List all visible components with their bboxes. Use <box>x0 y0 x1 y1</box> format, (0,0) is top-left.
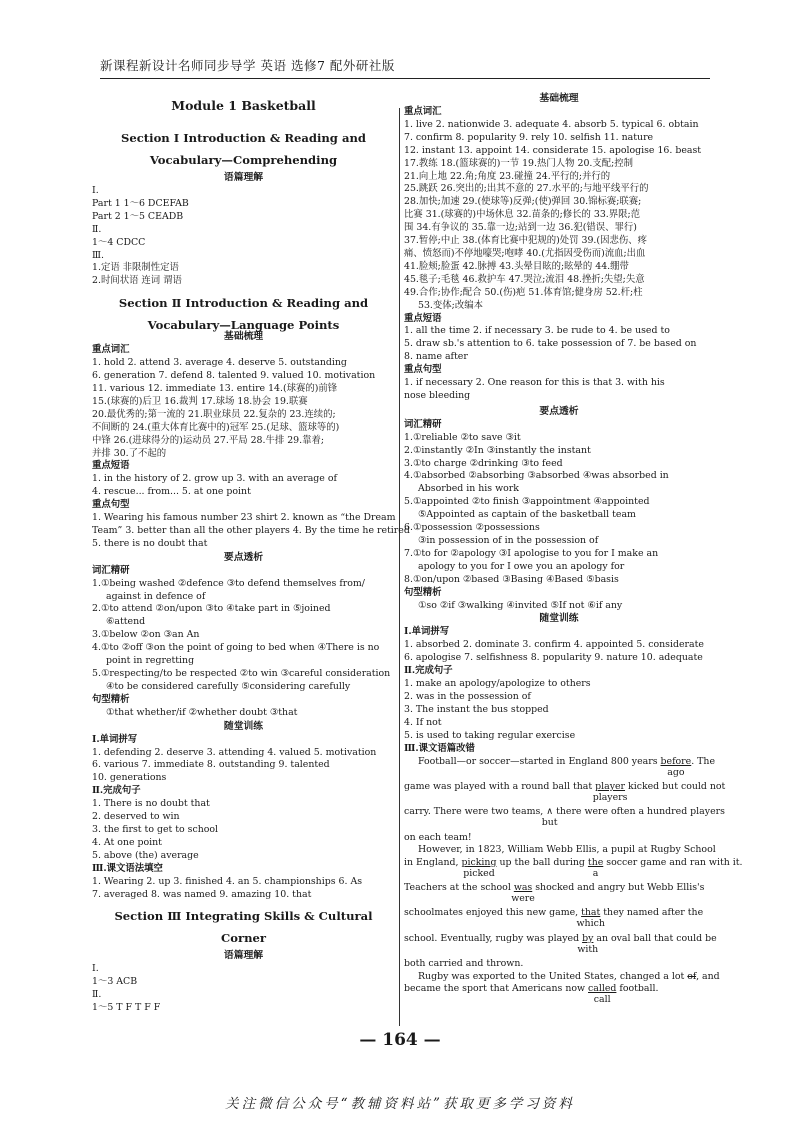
section-3-title: Section Ⅲ Integrating Skills & Cultural Corner <box>114 909 373 946</box>
answer-line: Ⅰ. <box>92 185 99 196</box>
section-3-heading: 语篇理解 <box>223 950 264 962</box>
correction-mark <box>588 982 617 1005</box>
sentence-line: 1. if necessary 2. One reason for this is that 3. with his <box>404 377 665 389</box>
vocab-study-line: 1.①reliable ②to save ③it <box>404 431 521 443</box>
vocab-line: 21.向上地 22.角;角度 23.碰撞 24.平行的;并行的 <box>404 170 611 182</box>
wrong-word: player <box>595 780 626 792</box>
correction-mark <box>577 932 599 955</box>
essay-text: football. <box>616 982 659 994</box>
essay-text: kicked but could not <box>625 780 726 792</box>
answer-line: Part 2 1～5 CEADB <box>92 210 184 222</box>
exercise-2-line: 3. the first to get to school <box>92 823 219 835</box>
wrong-word: before <box>660 755 692 767</box>
vocab-study-line: 5.①appointed ②to finish ③appointment ④appointed <box>404 496 650 508</box>
essay-text: Rugby was exported to the United States, changed a lot <box>418 970 688 982</box>
vocab-line: 比赛 31.(球赛的)中场休息 32.苗条的;修长的 33.界限;范 <box>404 209 641 221</box>
essay-text: Football—or soccer—started in England 800 years <box>418 755 661 767</box>
exercise-2-line: 1. There is no doubt that <box>92 798 210 810</box>
vocab-study-label: 词汇精研 <box>404 418 442 430</box>
phrase-line: 1. in the history of 2. grow up 3. with an average of <box>92 473 337 485</box>
pattern-label: 句型精析 <box>92 693 130 705</box>
phrase-label: 重点短语 <box>92 460 130 472</box>
exercise-2-line: 3. The instant the bus stopped <box>404 703 549 715</box>
right-heading-practice: 随堂训练 <box>539 613 579 625</box>
vocab-study-line: ⑥attend <box>106 616 146 628</box>
vocab-line: 49.合作;协作;配合 50.(伤)疤 51.体育馆;健身房 52.杆;柱 <box>404 286 643 298</box>
answer-line: Part 1 1～6 DCEFAB <box>92 197 189 209</box>
exercise-3-label: Ⅲ.课文语篇改错 <box>404 742 475 754</box>
essay-line <box>404 806 725 829</box>
essay-text: soccer game and ran with it. <box>603 856 743 868</box>
vocab-line: 不间断的 24.(重大体育比赛中的)冠军 25.(足球、篮球等的) <box>92 421 340 433</box>
exercise-2-line: 4. At one point <box>92 836 162 848</box>
vocab-study-line: 3.①to charge ②drinking ③to feed <box>404 457 563 469</box>
vocab-study-line: Absorbed in his work <box>418 483 519 495</box>
phrase-label: 重点短语 <box>404 312 442 324</box>
exercise-2-line: 2. was in the possession of <box>404 690 531 702</box>
exercise-1-line: 1. defending 2. deserve 3. attending 4. valued 5. motivation <box>92 746 377 758</box>
vocab-line: 37.暂停;中止 38.(体育比赛中犯规的)处罚 39.(因悲伤、疼 <box>404 235 647 247</box>
vocab-line: 并排 30.了不起的 <box>92 447 167 459</box>
corrected-word: were <box>511 892 535 904</box>
correction-mark <box>660 755 692 778</box>
wrong-word: the <box>587 856 604 868</box>
sentence-line: Team” 3. better than all the other players 4. By the time he retired <box>92 524 410 536</box>
exercise-3-line: 7. averaged 8. was named 9. amazing 10. that <box>92 888 312 900</box>
wrong-word: called <box>588 982 617 994</box>
corrected-word: call <box>593 993 611 1005</box>
essay-line: on each team! <box>404 831 472 843</box>
corrected-word: a <box>592 867 599 879</box>
essay-text: . The <box>691 755 716 767</box>
answer-line: Ⅱ. <box>92 223 102 235</box>
vocab-study-label: 词汇精研 <box>92 564 130 576</box>
vocab-label: 重点词汇 <box>404 106 442 117</box>
essay-line <box>404 982 714 1005</box>
section-1-title: Section Ⅰ Introduction & Reading and <box>121 131 366 145</box>
vocab-study-line: point in regretting <box>106 655 195 667</box>
pattern-label: 句型精析 <box>404 586 442 598</box>
vocab-study-line: 3.①below ②on ③an An <box>92 629 200 641</box>
sentence-line: 5. there is no doubt that <box>92 537 208 549</box>
correction-mark <box>461 856 497 879</box>
essay-text: Teachers at the school <box>404 881 514 893</box>
vocab-study-line: 2.①to attend ②on/upon ③to ④take part in ⑤joined <box>92 603 331 615</box>
wrong-word: by <box>582 932 594 944</box>
module-title: Module 1 Basketball <box>171 98 316 113</box>
sentence-line: 1. Wearing his famous number 23 shirt 2. known as “the Dream <box>92 512 396 524</box>
exercise-2-label: Ⅱ.完成句子 <box>404 665 453 677</box>
vocab-study-line: 1.①being washed ②defence ③to defend themselves from/ <box>92 577 365 589</box>
essay-text: schoolmates enjoyed this new game, <box>404 907 582 919</box>
essay-text: in England, <box>404 856 462 868</box>
essay-text: they named after the <box>600 907 704 919</box>
sentence-line: nose bleeding <box>404 389 471 401</box>
vocab-study-line: 6.①possession ②possessions <box>404 522 540 534</box>
correction-mark <box>576 907 605 930</box>
section-2-title: Section Ⅱ Introduction & Reading and <box>118 296 369 311</box>
wrong-word: that <box>581 907 601 919</box>
page-header: 新课程新设计名师同步导学 英语 选修7 配外研社版 <box>100 56 710 79</box>
exercise-1-line: 6. various 7. immediate 8. outstanding 9. talented <box>92 759 330 771</box>
essay-text: school. Eventually, rugby was played <box>404 932 583 944</box>
corrected-word: ago <box>667 766 685 778</box>
vocab-study-line: ③in possession of in the possession of <box>418 535 599 546</box>
correction-mark <box>592 780 628 803</box>
section-2-heading-basics: 基础梳理 <box>223 331 264 343</box>
section-1-heading: 语篇理解 <box>223 172 264 183</box>
vocab-line: 1. live 2. nationwide 3. adequate 4. absorb 5. typical 6. obtain <box>404 118 699 130</box>
exercise-2-line: 4. If not <box>404 716 442 728</box>
answer-line: Ⅲ. <box>92 249 105 261</box>
vocab-line: 12. instant 13. appoint 14. considerate 15. apologise 16. beast <box>404 144 702 156</box>
vocab-study-line: 8.①on/upon ②based ③Basing ④Based ⑤basis <box>404 573 619 585</box>
exercise-2-line: 5. is used to taking regular exercise <box>404 729 576 741</box>
answer-line: 1～4 CDCC <box>92 236 146 248</box>
exercise-2-line: 2. deserved to win <box>92 811 180 823</box>
essay-line: both carried and thrown. <box>404 958 524 970</box>
essay-line <box>404 932 717 955</box>
corrected-word: which <box>576 918 605 930</box>
vocab-line: 28.加快;加速 29.(使球等)反弹;(使)弹回 30.锦标赛;联赛; <box>404 196 642 208</box>
vocab-study-line: 4.①to ②off ③on the point of going to bed when ④There is no <box>92 642 380 654</box>
section-3-line: Ⅰ. <box>92 963 99 975</box>
essay-text: there were often a hundred players <box>553 806 725 818</box>
essay-line <box>404 907 714 930</box>
section-2-heading-points: 要点透析 <box>223 551 264 563</box>
page-number: — 164 — <box>359 1030 441 1050</box>
essay-text: became the sport that Americans now <box>404 982 589 994</box>
section-1-answers <box>92 185 395 288</box>
essay-line <box>404 780 726 803</box>
phrase-line: 8. name after <box>404 351 468 363</box>
wrong-word: was <box>513 881 533 893</box>
vocab-line: 围 34.有争议的 35.靠一边;站到一边 36.犯(错误、罪行) <box>404 222 637 234</box>
essay-line <box>404 970 720 983</box>
correction-mark <box>511 881 535 904</box>
exercise-2-label: Ⅱ.完成句子 <box>92 785 141 797</box>
exercise-3-label: Ⅲ.课文语法填空 <box>92 862 163 874</box>
right-column <box>404 92 743 1005</box>
phrase-line: 5. draw sb.'s attention to 6. take possession of 7. be based on <box>404 338 697 350</box>
section-1-subtitle: Vocabulary—Comprehending <box>149 153 338 167</box>
corrected-word: but <box>541 817 558 829</box>
section-2-heading-practice: 随堂训练 <box>223 720 264 732</box>
vocab-study-line: 7.①to for ②apology ③I apologise to you for I make an <box>404 547 659 559</box>
left-column <box>92 92 410 1015</box>
vocab-line: 20.最优秀的;第一流的 21.职业球员 22.复杂的 23.连续的; <box>92 408 336 420</box>
vocab-line: 6. generation 7. defend 8. talented 9. valued 10. motivation <box>92 370 376 382</box>
pattern-line: ①that whether/if ②whether doubt ③that <box>106 706 298 718</box>
essay-text: carry. There were two teams, <box>404 806 547 818</box>
answer-line: 1.定语 非限制性定语 <box>92 262 179 274</box>
exercise-2-line: 1. make an apology/apologize to others <box>404 678 591 690</box>
exercise-1-line: 1. absorbed 2. dominate 3. confirm 4. appointed 5. considerate <box>404 639 704 651</box>
vocab-study-line: ④to be considered carefully ⑤considering carefully <box>106 680 351 692</box>
sentence-label: 重点句型 <box>404 364 442 376</box>
insert-mark: ∧ <box>546 806 554 818</box>
footer-note: 关注微信公众号“教辅资料站”获取更多学习资料 <box>225 1096 575 1112</box>
essay-line <box>404 881 714 904</box>
sentence-label: 重点句型 <box>92 499 130 511</box>
essay-text: up the ball during <box>496 856 588 868</box>
vocab-line: 痛、愤怒而)不停地嚎哭;咆哮 40.(尤指因受伤而)流血;出血 <box>404 247 646 259</box>
exercise-1-label: Ⅰ.单词拼写 <box>92 733 138 745</box>
exercise-1-line: 10. generations <box>92 772 167 784</box>
vocab-study-line: 4.①absorbed ②absorbing ③absorbed ④was absorbed in <box>404 470 669 482</box>
vocab-study-line: apology to you for I owe you an apology for <box>418 560 625 572</box>
section-3-line: 1～3 ACB <box>92 976 138 988</box>
corrected-word: with <box>577 943 599 955</box>
phrase-line: 1. all the time 2. if necessary 3. be rude to 4. be used to <box>404 325 670 337</box>
exercise-3-line: 1. Wearing 2. up 3. finished 4. an 5. championships 6. As <box>92 875 363 887</box>
vocab-line: 25.跳跃 26.突出的;出其不意的 27.水平的;与地平线平行的 <box>404 183 649 195</box>
exercise-1-label: Ⅰ.单词拼写 <box>404 626 450 638</box>
section-3-line: 1～5 T F T F F <box>92 1002 161 1014</box>
vocab-line: 7. confirm 8. popularity 9. rely 10. selfish 11. nature <box>404 131 654 143</box>
column-divider <box>399 108 400 1026</box>
corrected-word: players <box>592 791 628 803</box>
wrong-word: picking <box>461 856 497 868</box>
vocab-study-line: against in defence of <box>106 590 206 602</box>
pattern-line: ①so ②if ③walking ④invited ⑤If not ⑥if any <box>418 599 623 611</box>
essay-line <box>404 856 743 879</box>
vocab-study-line: ⑤Appointed as captain of the basketball team <box>418 509 636 521</box>
vocab-line: 17.教练 18.(篮球赛的)一节 19.热门人物 20.支配;控制 <box>404 157 634 169</box>
vocab-line: 45.毯子;毛毯 46.救护车 47.哭泣;流泪 48.挫折;失望;失意 <box>404 273 645 285</box>
essay-line <box>404 755 716 778</box>
deleted-word: of <box>687 970 697 982</box>
error-correction-passage <box>404 755 743 1005</box>
right-heading-basics: 基础梳理 <box>539 93 579 104</box>
section-3-line: Ⅱ. <box>92 989 102 1001</box>
exercise-1-line: 6. apologise 7. selfishness 8. popularity 9. nature 10. adequate <box>404 652 703 664</box>
vocab-line: 11. various 12. immediate 13. entire 14.(球赛的)前锋 <box>92 382 338 394</box>
vocab-line: 53.变体;改编本 <box>418 299 483 311</box>
essay-line: However, in 1823, William Webb Ellis, a pupil at Rugby School <box>418 844 716 856</box>
essay-text: game was played with a round ball that <box>404 780 596 792</box>
corrected-word: picked <box>463 867 495 879</box>
phrase-line: 4. rescue... from... 5. at one point <box>92 486 251 498</box>
vocab-label: 重点词汇 <box>92 344 130 356</box>
vocab-line: 1. hold 2. attend 3. average 4. deserve 5. outstanding <box>92 357 347 369</box>
vocab-line: 中锋 26.(进球得分的)运动员 27.平局 28.牛排 29.靠着; <box>92 434 325 446</box>
correction-mark <box>587 856 604 879</box>
correction-mark <box>541 806 558 829</box>
vocab-study-line: 5.①respecting/to be respected ②to win ③careful consideration <box>92 668 391 679</box>
answer-line: 2.时间状语 连词 谓语 <box>92 275 182 287</box>
vocab-line: 41.脸颊;脸蛋 42.脉搏 43.头晕目眩的;眩晕的 44.绷带 <box>404 260 629 272</box>
essay-text: shocked and angry but Webb Ellis's <box>532 881 705 893</box>
vocab-line: 15.(球赛的)后卫 16.裁判 17.球场 18.协会 19.联赛 <box>92 395 308 407</box>
exercise-2-line: 5. above (the) average <box>92 849 199 861</box>
essay-text: an oval ball that could be <box>593 932 717 944</box>
essay-text: , and <box>696 970 720 982</box>
section-2-subtitle: Vocabulary—Language Points <box>147 318 340 333</box>
right-heading-points: 要点透析 <box>539 405 579 417</box>
vocab-study-line: 2.①instantly ②In ③instantly the instant <box>404 444 591 456</box>
